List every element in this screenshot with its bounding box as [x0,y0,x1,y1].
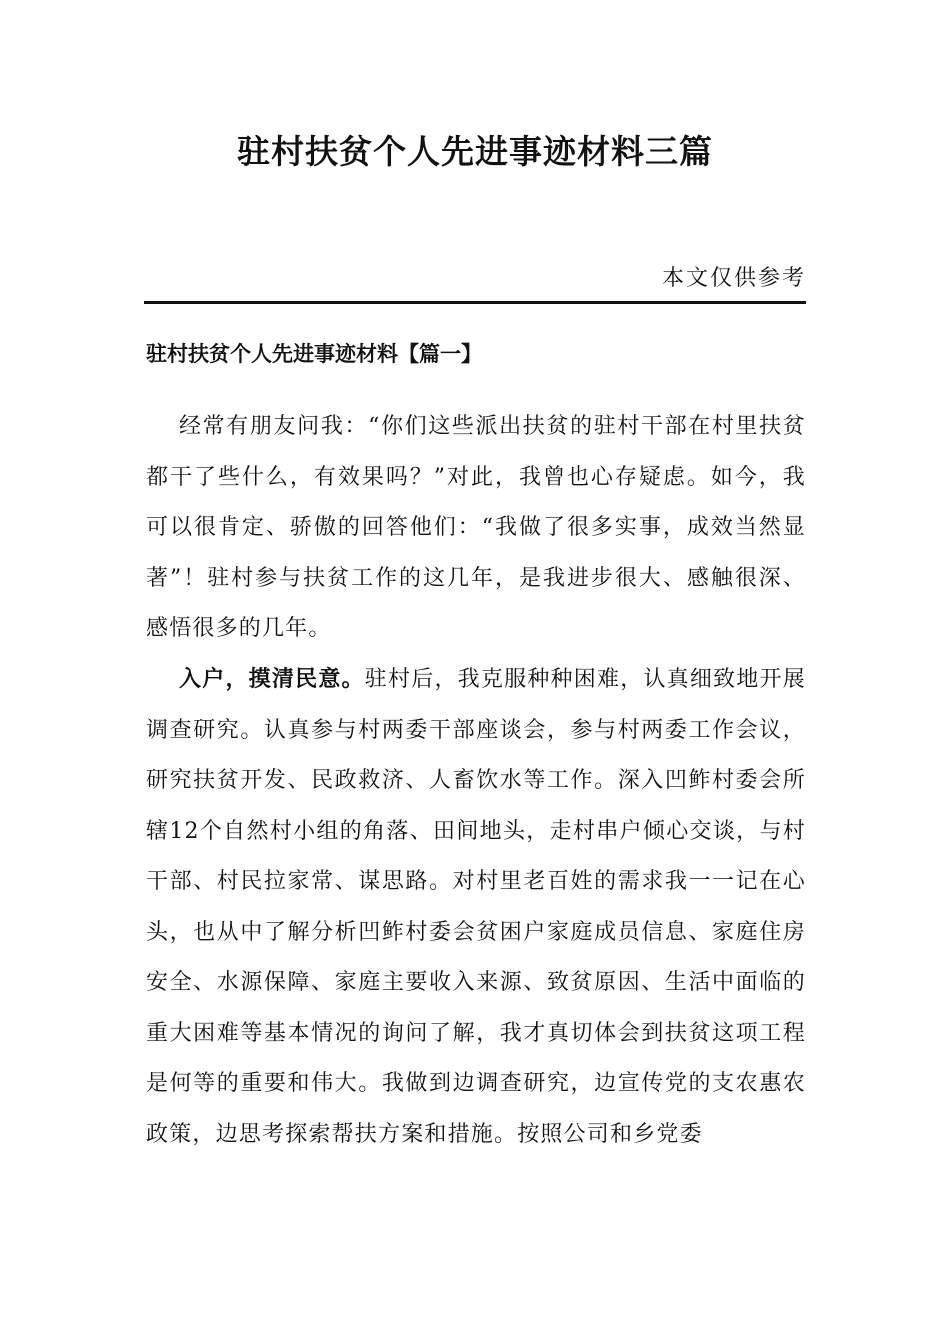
header-divider [144,301,806,304]
document-title: 驻村扶贫个人先进事迹材料三篇 [237,132,713,171]
paragraph-2-text: 驻村后，我克服种种困难，认真细致地开展调查研究。认真参与村两委干部座谈会，参与村两委工作会议，研究扶贫开发、民政救济、人畜饮水等工作。深入凹鲊村委会所辖12个自然村小组的角落、田间地头，走村串户倾心交谈，与村干部、村民拉家常、谋思路。对村里老百姓的需求我一一记在心头，也从中了解分析凹鲊村委会贫困户家庭成员信息、家庭住房安全、水源保障、家庭主要收入来源、致贫原因、生活中面临的重大困难等基本情况的询问了解，我才真切体会到扶贫这项工程是何等的重要和伟大。我做到边调查研究，边宣传党的支农惠农政策，边思考探索帮扶方案和措施。按照公司和乡党委 [146,667,806,1147]
paragraph-2 [146,655,806,1160]
reference-note: 本文仅供参考 [661,266,806,291]
paragraph-2-lead: 入户，摸清民意。 [179,667,365,692]
paragraph-1-text: 经常有朋友问我：“你们这些派出扶贫的驻村干部在村里扶贫都干了些什么，有效果吗？”对此，我曾也心存疑虑。如今，我可以很肯定、骄傲的回答他们：“我做了很多实事，成效当然显著”！驻村参与扶贫工作的这几年，是我进步很大、感触很深、感悟很多的几年。 [146,414,806,641]
paragraph-1 [146,402,806,655]
section-heading: 驻村扶贫个人先进事迹材料【篇一】 [146,342,482,366]
